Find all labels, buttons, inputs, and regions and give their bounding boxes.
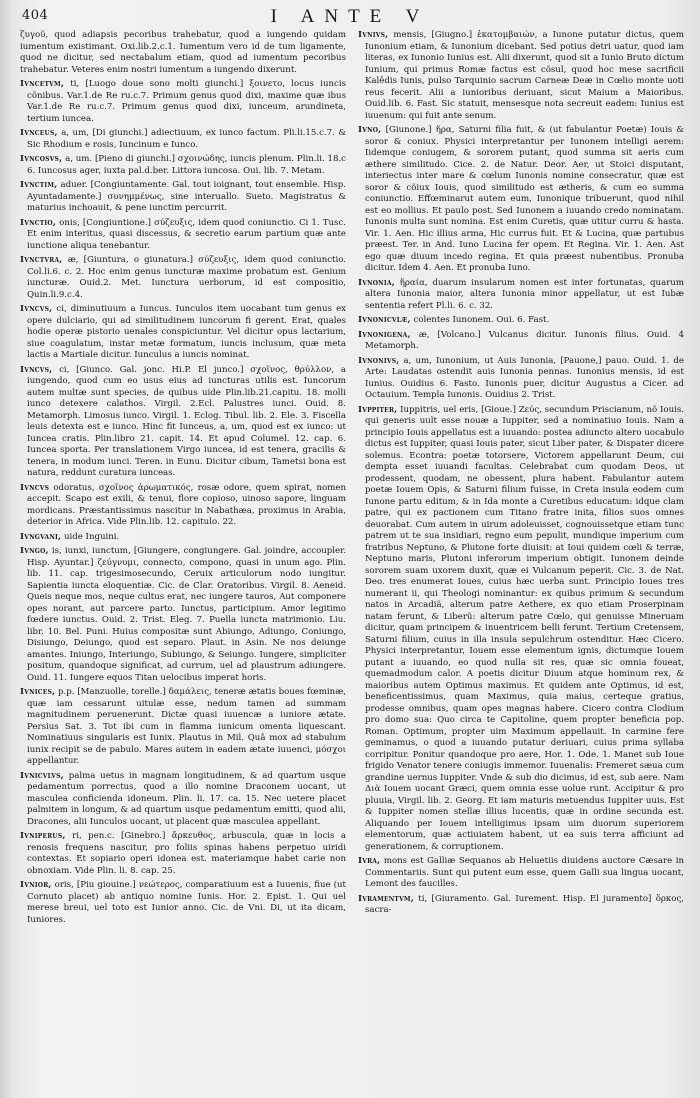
entry-text: a, um. [Pieno di giunchi.] σχοινώδης, iuncis plenum. Plin.li. 18.c 6. Iuncosus ager, iuxta pal.d.ber. Littora iuncosa. Oui. lib. 7. Metam. xyxy=(27,154,346,176)
entry-headword: Ivnonigena, xyxy=(358,329,411,340)
dictionary-entry xyxy=(358,856,684,891)
entry-text: ri, pen.c. [Ginebro.] ἄρκευθος, arbuscula, quæ in locis a renosis frequens nascitur, pro foliis spinas habens perpetuo uiridi contextas. Et sopiario operi idonea est. materiamque habet carie non obnoxiam. Vide Plin. li. 8. cap. 25. xyxy=(27,831,346,876)
entry-text: Iuppitris, uel eris, [Gioue.] Ζεύς, secundum Priscianum, nõ Iouis. qui generis uult esse nouæ a Iuppiter, sed a nominatiuo Iouis. Nam a principio Iouis appellatus est a iuuando: postea adiuncto altero uocabulo dictus est Iuppiter, quasi Iouis pater, sicut Liber pater, & Dispater dicere solemus. Econtra: poetæ totorsere, Victorem appellarunt Deum, cui dempta esset iuuandi facultas. Celebrabat cum quodam Deos, ut prodessent, quodam, ne obessent, plura habent. Fabulantur autem poetæ Iouem Opis, & Saturni filium fuisse, in Creta insula eodem cum Iunone partu editum, & in Ida monte a Curetibus educatum: idque clam patre, qui ex pactionem cum Titano fratre inita, filios suos omnes deuorabat. Cum autem in uirum adoleuisset, cognouissetque etiam tunc patrem ut te sua insidiari, regno eum pepulit, mundique imperium cum fratribus Neptuno, & Plutone forte diuisit: at Ioui quidem cœli & terræ, Neptuno maris, Plutoni inferorum imperium obtigit. Iunonem deinde sororem suam uxorem duxit, quæ ei Vulcanum peperit. Cic. 3. de Nat. Deo. tres enumerat Ioues, cuius hæc uerba sunt. Principio Ioues tres numerant ii, qui Theologi nominantur: ex quibus primum & secundum natos in Arcadiã, alterum patre Aethere, ex quo etiam Proserpinam natam ferunt, & Liberũ: alterum patre Cœlo, qui genuisse Mineruam dicitur, quam principem & inuentricem belli ferunt. Tertium Cretensem, Saturni filium, cuius in illa insula sepulchrum ostenditur. Hæc Cicero. Physici interpretantur, Iouem esse elementum ignis, dictumque Iouem putant a iuuando, eo quod nulla sit res, quæ sic omnia foueat, quemadmodum calor. A poetis dicitur Diuum atque hominum rex, & maioribus autem Optimus maximus. Et quidem ante Optimus, id est, beneficentissimus, quam Maximus, quia maius, certeque gratius, prodesse omnibus, quam opes magnas habere. Cicero contra Clodium pro domo sua: Quo circa te Capitoline, quem propter beneficia pop. Roman. Optimum, propter uim Maximum appellauit. In carmine fere geminamus, ο quod a iuuando putatur deriuari, cuius prima syllaba corripitur. Ponitur quandoque pro aere, Hor. 1. Ode. 1. Manet sub Ioue frigido Venator tenere coniugis immemor. Iuuenalis: Fremeret sæua cum grandine uernus Iuppiter. Vnde & sub dio dicimus, id est, sub aere. Nam Διὰ Iouem uocant Græci, quem omnia esse uolue runt. Accipitur & pro pluuia, Virgil. lib. 2. Georg. Et iam maturis metuendus Iuppiter uuis. Est & Iuppiter nomen stellæ illius lucentis, quæ in ordine secunda est. Aliquando per Iouem intelligimus ipsam uim duorum superiorem elementorum, quæ actiuiatem habent, ut ea suis terra afficiunt ad generationem, & corruptionem. xyxy=(365,404,684,852)
dictionary-entry xyxy=(20,532,346,544)
entry-headword: Ivnctio, xyxy=(20,217,57,228)
entry-text: is, iunxi, iunctum, [Giungere, congiungere. Gal. joindre, accoupler. Hisp. Ayuntar.] ζεύγνυμι, connecto, compono, quasi in unum ago. Plin. lib. 11. cap. trigesimosecundo, Ceruix articulorum nodo iungitur. Sapientia iuncta eloquentiæ. Cic. de Clar. Oratoribus. Virgil. 8. Aeneid. Queis neque mos, neque cultus erat, nec iungere tauros, Aut componere opes norant, aut parcere parto. Iunctus, participium. Amor legitimo fœdere iunctus. Ouid. 2. Trist. Eleg. 7. Puella iuncta matrimonio. Liu. libr. 10. Bel. Puni. Huius compositæ sunt Abiungo, Adiungo, Coniungo, Disiungo, Deiungo, quod est separo. Plaut. in Asin. Ne nos deiunge amantes. Iniungo, Interiungo, Subiungo, & Seiungo. Iungere, simpliciter positum, quandoque significat, ad currum, uel ad plaustrum adiungere. Ouid. 11. Iungere equos Titan uelocibus imperat horis. xyxy=(27,546,346,683)
entry-text: ἥραία, duarum insularum nomen est inter fortunatas, quarum altera Iunonia maior, altera Iunonia minor appellatur, ut est Iubæ sententia refert Pl.li. 6. c. 32. xyxy=(365,277,684,311)
dictionary-entry xyxy=(20,771,346,829)
dictionary-entry xyxy=(20,218,346,253)
entry-headword: Ivnices, xyxy=(20,687,56,697)
entry-headword: Ivnctvra, xyxy=(20,255,63,265)
dictionary-entry xyxy=(20,831,346,877)
entry-headword: Ivnicvlvs, xyxy=(20,770,64,781)
entry-text: onis, [Congiuntione.] σύζευξις, idem quod coniunctio. Ci 1. Tusc. Et enim interitus, quasi discessus, & secretio earum partium quæ ante iunctione aliqua tenebantur. xyxy=(27,217,346,251)
entry-text: ci, [Giunco. Gal. jonc. Hi.P. El junco.] σχοῖνος, θρύλλον, a iungendo, quod cum eo usus eius ad iuncturas utilis est. Iuncorum autem multæ sunt species, de quibus uide Plin.lib.21.capitu. 18. molli iunco detexere calathos. Virgil. 2.Ecl. Palustres iunci. Ouid. 8. Metamorph. Limosus iunco. Virgil. 1. Eclog. Tibul. lib. 2. Ele. 3. Fiscella leuis detexta est e iunco. Hinc fit Iunceus, a, um, quod est ex iunco: ut Iuncea cratis. Plin.libro 21. capit. 14. Et apud Columel. 12. cap. 6. Iuncea sporta. Per translationem Virgo iuncea, id est tenera, gracilis & tenera, in modum iunci. Teren. in Eunu. Dicitur cibum, Tametsi bona est natura, reddunt curatura iunceas. xyxy=(27,364,346,478)
dictionary-entry xyxy=(20,304,346,362)
entry-text: a, um, Iunonium, ut Auis Iunonia, [Pauone,] pauo. Ouid. 1. de Arte: Laudatas ostendit auis Iunonia pennas. Iunonius mensis, id est Iunius. Ouidius 6. Fasto. Iunonis puer, dicitur Augustus a Cicer. ad Octauium. Templa Iunonis. Ouidius 2. Trist. xyxy=(365,355,684,400)
entry-headword: Ivngvani, xyxy=(20,531,62,542)
entry-headword: Ivramentvm, xyxy=(358,893,414,904)
entry-headword: Ivnonivs, xyxy=(358,355,400,366)
entry-headword: Ivncvs, xyxy=(20,304,53,314)
dictionary-entry xyxy=(20,255,346,301)
entry-headword: Ivno, xyxy=(358,125,382,135)
entry-text: uide Inguini. xyxy=(63,531,120,542)
dictionary-entry xyxy=(20,154,346,177)
dictionary-entry xyxy=(20,546,346,684)
entry-text: [Giunone.] ἥρα, Saturni filia fuit, & (ut fabulantur Poetæ) Iouis & soror & coniux. Physici interpretantur per Iunonem intelligi aerem: Iidemque coniugem, & sororem putant, quod summa sit aeris cum æthere similitudo. Cice. 2. de Natur. Deor. Aer, ut Stoici disputant, interiectus inter mare & cœlum Iunonis nomine consecratur, quæ est soror & cõiux Iouis, quod similitudo est ætheris, & cum eo summa coniunctio. Effœminarut autem eum, Iunonique tribuerunt, quod nihil est eo mollius. Et paulo post. Sed Iunonem a iuuando credo nominatam. Iunonis multa sunt nomina. Est enim Curetis, quæ utitur curru & hasta. Vir. 1. Aen. Hic illius arma, Hic currus fuit. Et & Lucina, quæ partubus præest. Ter. in And. Iuno Lucina fer opem. Et Regina. Vir. 1. Aen. Ast ego quæ diuum incedo regina. Et quia præest nubentibus. Pronuba dicitur. Idem 4. Aen. Et pronuba Iuno. xyxy=(365,125,684,273)
entry-text: colentes Iunonem. Oui. 6. Fast. xyxy=(413,315,550,325)
entry-headword: Ivncetvm, xyxy=(20,79,65,89)
running-head xyxy=(0,6,700,32)
entry-headword: Ivnceus, xyxy=(20,128,58,138)
dictionary-entry xyxy=(20,880,346,926)
dictionary-entry xyxy=(20,30,346,76)
entry-headword: Ivnior, xyxy=(20,880,52,890)
dictionary-entry xyxy=(358,278,684,313)
entry-text: a, um, [Di giunchi.] adiectiuum, ex iunco factum. Pli.li.15.c.7. & Sic Rhodium e rosis, Iuncinum e Iunco. xyxy=(27,128,346,150)
entry-headword: Ivra, xyxy=(358,856,381,866)
dictionary-entry xyxy=(20,483,346,529)
text-columns xyxy=(20,30,684,1092)
entry-text: odoratus, σχοῖνος ἀρωματικός, rosæ odore, quem spirat, nomen accepit. Scapo est exili, & tenui, flore copioso, uinoso sapore, linguam mordicans. Præstantissimus nascitur in Nabathæa, proximus in Arabia, deterior in Africa. Vide Plin.lib. 12. capitulo. 22. xyxy=(27,482,346,527)
entry-text: mensis, [Giugno.] ἑκατομβαιών, a Iunone putatur dictus, quem Iunonium etiam, & Iunonium dicebant. Sed potius detri uatur, quod iam literas, ex Iunonio Iunius est. Alii dixerunt, quod sit a Iunio Bruto dictum Iunium, qui primus Romæ factus est cõsul, quod hoc mese sacrificii Kalêdis Iunis, pulso Tarquinio sacrum Carneæ Deæ in Cœlio monte uoti reus fecerit. Alii a iunioribus deriuant, sicut Maium a Maioribus. Ouid.lib. 6. Fast. Sic statuit, mensesque nota secreuit eadem: Iunius est iuuenum: qui fuit ante senum. xyxy=(365,30,684,121)
entry-headword: Ivniperus, xyxy=(20,831,66,841)
entry-headword: Ivnctim, xyxy=(20,180,58,190)
right-column xyxy=(358,30,684,1092)
entry-text: oris, [Piu giouine.] νεώτερος, comparatiuum est a Iuuenis, fiue (ut Cornuto placet) ab antiquo nomine Iunis. Hor. 2. Epist. 1. Qui uel merese breui, uel toto est Iunior anno. Cic. de Vni. Di, ut ita dicam, Iuniores. xyxy=(27,880,346,925)
page-number: 404 xyxy=(22,8,49,23)
dictionary-entry xyxy=(358,405,684,854)
entry-headword: Ivncosvs, xyxy=(20,154,63,164)
dictionary-entry xyxy=(358,125,684,275)
entry-headword: Ivnonicvlæ, xyxy=(358,315,411,325)
entry-headword: Ivngo, xyxy=(20,546,49,556)
dictionary-entry xyxy=(20,180,346,215)
dictionary-entry xyxy=(20,365,346,480)
running-title: I ANTE V xyxy=(270,6,430,27)
entry-text: ci, diminutiuum a Iuncus. Iunculos item uocabant tum genus ex opere dulciario, qui ad similitudinem iuncorum fi gerent. Erat, quales hodie operæ pistorio uenales conspiciuntur. Vel dicitur opus lactarium, siue coagulatum, instar metæ formatum, iuncis inclusum, quæ meta lactis a Martiale dicitur. Iunculus a iuncis nominat. xyxy=(27,304,346,360)
entry-text: palma uetus in magnam longitudinem, & ad quartum usque pedamentum porrectus, quod a illo nomine Draconem uocant, ut masculea conficienda idoneum. Plin. li. 17. ca. 15. Nec uetere placet palmitem in longum, & ad quartum usque pedamentum emitti, quod alii, Dracones, alii Iunculos uocant, ut placent quæ masculea appellant. xyxy=(27,770,346,827)
entry-text: æ, [Volcano.] Vulcanus dicitur. Iunonis filius. Ouid. 4 Metamorph. xyxy=(365,329,684,351)
left-column xyxy=(20,30,346,1092)
entry-text: aduer. [Congiuntamente. Gal. tout ioignant, tout ensemble. Hisp. Ayuntadamente.] συνημμένως, sine interuallo. Sueto. Magistratus & maturius inchoauit, & pene iunctim percurrit. xyxy=(27,180,346,213)
entry-text: æ, [Giuntura, o giunatura.] σύζευξις, idem quod coniunctio. Col.li.6. c. 2. Hoc enim genus iuncturæ maxime probatum est. Genium iuncturæ. Ouid.2. Met. Iunctura uerborum, id est compositio, Quin.li.9.c.4. xyxy=(27,255,346,300)
dictionary-entry xyxy=(358,356,684,402)
dictionary-entry xyxy=(20,128,346,151)
entry-text: ζυγοῦ, quod adiapsis pecoribus trahebatur, quod a iungendo quidam iumentum existimant. Oxi.lib.2.c.1. Iumentum vero id de tum ligamente, quod ne dicitur, sed nectabalum etiam, quod ad iumentum pecoribus trahebatur. Veteres enim nostri iumentum a iungendo dixerunt. xyxy=(20,30,346,75)
entry-headword: Ivnivs, xyxy=(358,30,389,40)
entry-headword: Ivnonia, xyxy=(358,277,395,288)
entry-text: ti, [Giuramento. Gal. Iurement. Hisp. El juramento] ὅρκος, sacra- xyxy=(365,893,684,915)
entry-headword: Ivncvs, xyxy=(20,364,53,375)
entry-text: ti, [Luogo doue sono molti giunchi.] ξοινετο, locus iuncis cõnibus. Var.1.de Re ru.c.7. Primum genus quod dixi, maxime quæ ibus Var.1.de Re ru.c.7. Primum genus quod dixi, iunceum, arundineta, tertium iuncea. xyxy=(27,79,346,124)
dictionary-entry xyxy=(358,894,684,917)
entry-text: p.p. [Manzuolle, torelle.] δαμάλεις, teneræ ætatis boues fœminæ, quæ iam cessarunt uitulæ esse, nedum tamen ad summam magnitudinem peruenerunt. Dictæ quasi iuuencæ a iuniore ætate. Persius Sat. 3. Tot ibi cum in flamma iunicum omenta liquescant. Nominatiuus singularis est Iunix. Plautus in Mil. Quâ mox ad stabulum iunix recipit se de pabulo. Mares autem in eadem ætate iuuenci, μόσχοι appellantur. xyxy=(27,687,346,766)
dictionary-entry xyxy=(358,315,684,327)
entry-headword: Ivncvs xyxy=(20,482,50,493)
entry-headword: Ivppiter, xyxy=(358,404,398,415)
dictionary-entry xyxy=(20,79,346,125)
dictionary-entry xyxy=(20,687,346,768)
entry-text: mons est Galliæ Sequanos ab Heluetiis diuidens auctore Cæsare in Commentariis. Sunt qui putent eum esse, quem Galli sua lingua uocant, Lemont des faucilles. xyxy=(365,856,684,889)
dictionary-entry xyxy=(358,330,684,353)
dictionary-entry xyxy=(358,30,684,122)
